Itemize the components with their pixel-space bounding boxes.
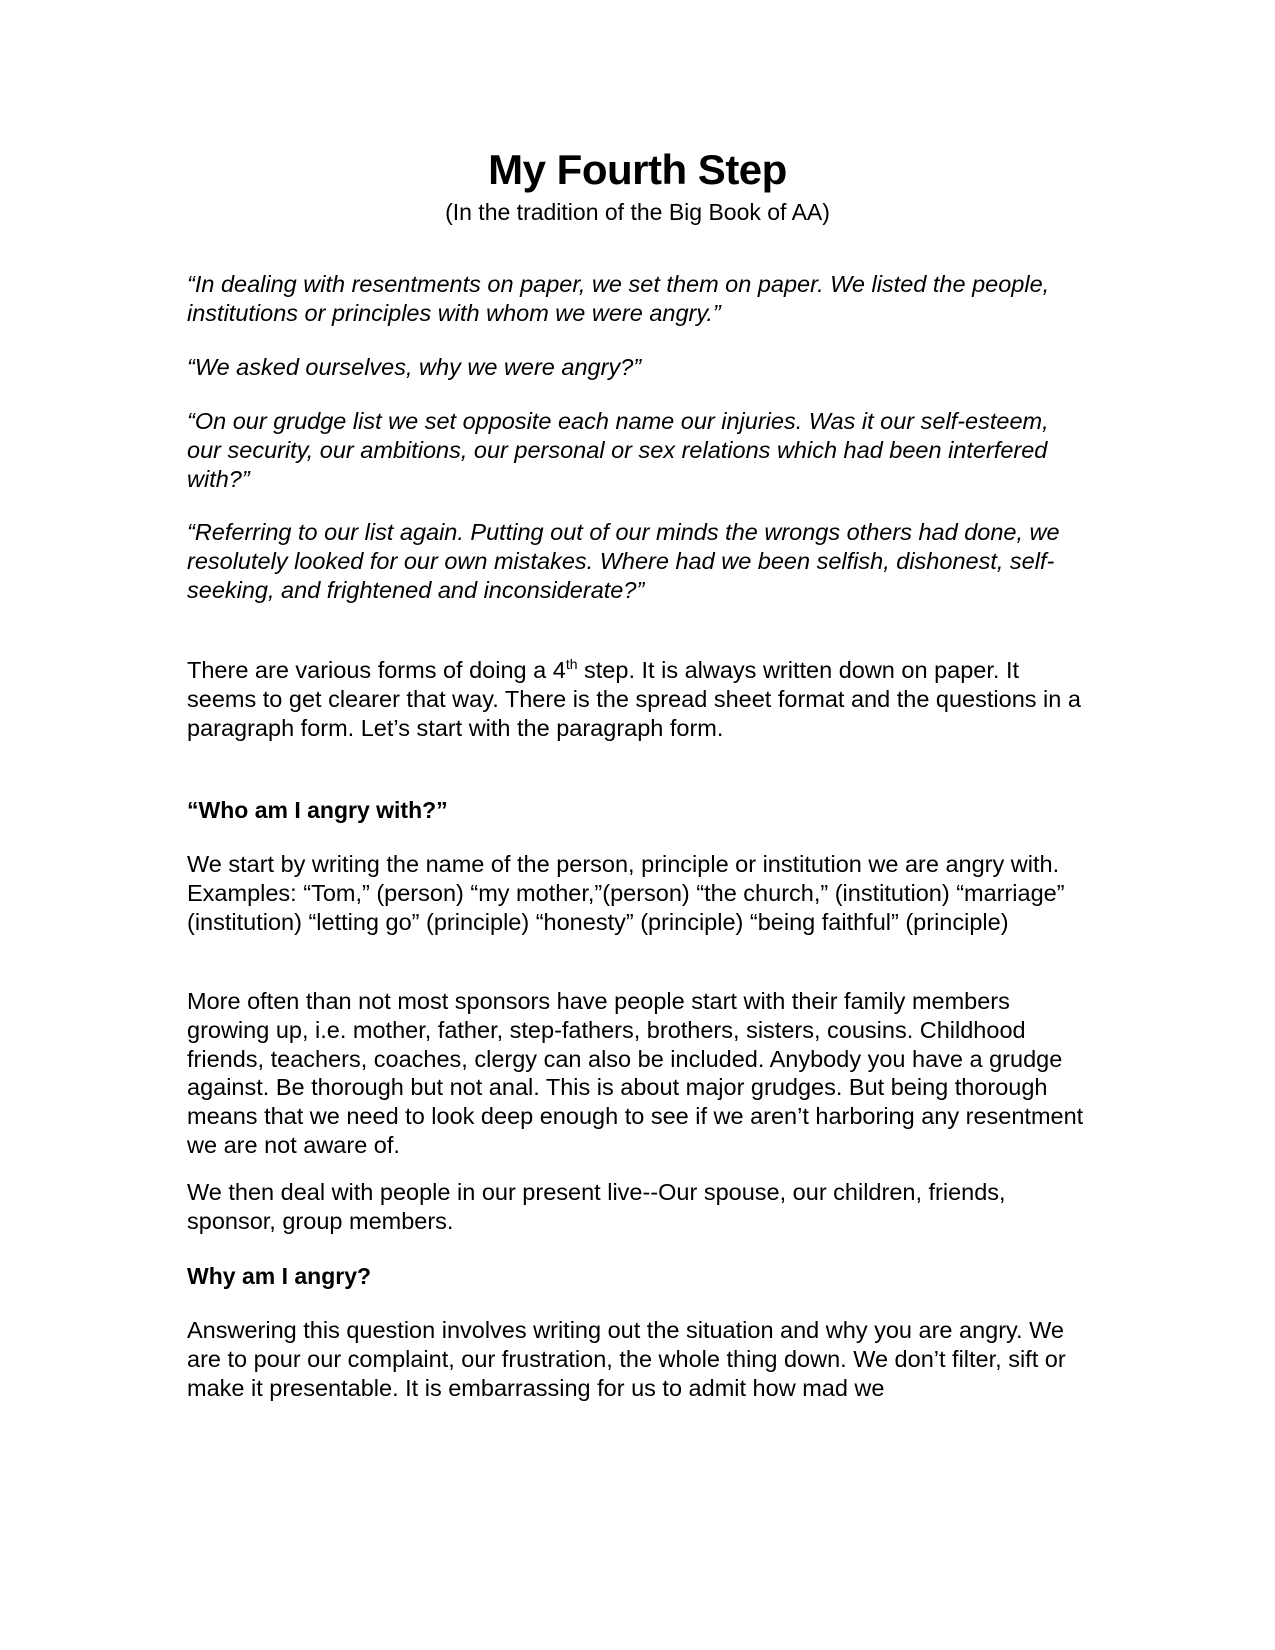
body-paragraph: More often than not most sponsors have people start with their family members growing up, i.e. mother, father, step-fathers, brothers, sisters, cousins. Childhood friends, teachers, coaches, clergy can also be included. Anybody you have a grudge against. Be thorough but not anal. This is about major grudges. But being thorough means that we need to look deep enough to see if we aren’t harboring any resentment we are not aware of.	[187, 988, 1084, 1158]
ordinal-superscript: th	[565, 656, 578, 672]
intro-text-start: There are various forms of doing a 4	[187, 657, 566, 683]
intro-text-end: step. It is always written down on paper. It seems to get clearer that way. There is the spread sheet format and the questions in a paragraph form. Let’s start with the paragraph form.	[187, 657, 1081, 741]
quote-paragraph: “On our grudge list we set opposite each name our injuries. Was it our self-esteem, our security, our ambitions, our personal or sex relations which had been interfered with?”	[187, 408, 1049, 492]
quote-paragraph: “Referring to our list again. Putting out of our minds the wrongs others had done, we resolutely looked for our own mistakes. Where had we been selfish, dishonest, self-seeking, and frightened and inconsiderate?”	[187, 519, 1060, 603]
body-paragraph: We start by writing the name of the person, principle or institution we are angry with. Examples: “Tom,” (person) “my mother,”(person) “the church,” (institution) “marriage” (institution) “letting go” (principle) “honesty” (principle) “being faithful” (principle)	[187, 851, 1065, 935]
section-heading: “Who am I angry with?”	[187, 797, 448, 823]
quote-paragraph: “In dealing with resentments on paper, we set them on paper. We listed the people, institutions or principles with whom we were angry.”	[187, 271, 1050, 326]
intro-paragraph	[187, 656, 1087, 742]
body-paragraph: Answering this question involves writing out the situation and why you are angry. We are to pour our complaint, our frustration, the whole thing down. We don’t filter, sift or make it presentable. It is embarrassing for us to admit how mad we	[187, 1317, 1066, 1401]
document-subtitle: (In the tradition of the Big Book of AA)	[445, 199, 830, 225]
body-paragraph: We then deal with people in our present live--Our spouse, our children, friends, sponsor, group members.	[187, 1179, 1006, 1234]
quote-paragraph: “We asked ourselves, why we were angry?”	[187, 354, 642, 380]
document-title: My Fourth Step	[488, 146, 787, 193]
section-heading: Why am I angry?	[187, 1263, 372, 1289]
